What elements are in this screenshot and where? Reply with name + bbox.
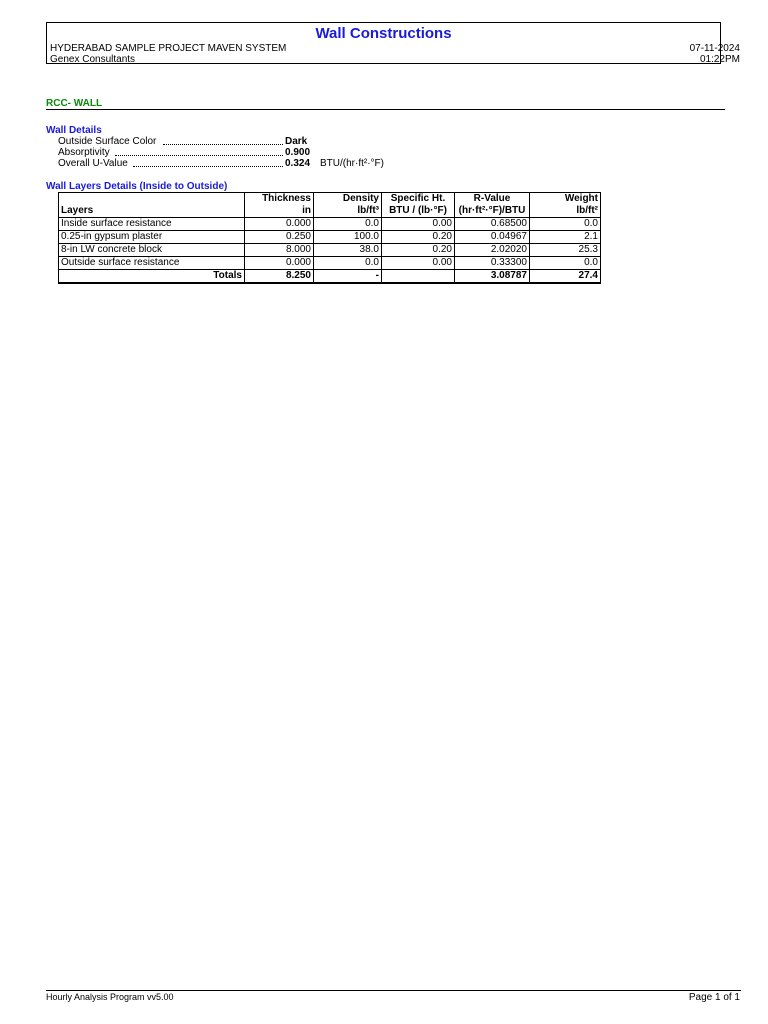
layer-weight: 0.0 bbox=[530, 257, 601, 270]
table-header-units-row bbox=[59, 205, 601, 218]
layer-name: 0.25-in gypsum plaster bbox=[59, 231, 245, 244]
header-weight: Weight bbox=[530, 193, 601, 206]
detail-row-absorptivity bbox=[58, 147, 398, 158]
header-layer-top bbox=[59, 193, 245, 206]
detail-row-surface-color bbox=[58, 136, 398, 147]
totals-specific-heat bbox=[382, 270, 455, 284]
footer-page-number: Page 1 of 1 bbox=[688, 992, 740, 1003]
leader-dots bbox=[115, 155, 283, 156]
header-specific-heat-unit: BTU / (lb·°F) bbox=[382, 205, 455, 218]
header-layers: Layers bbox=[59, 205, 245, 218]
layer-r-value: 0.33300 bbox=[455, 257, 530, 270]
table-header-row bbox=[59, 193, 601, 206]
totals-label: Totals bbox=[59, 270, 245, 284]
layer-specific-heat: 0.00 bbox=[382, 218, 455, 231]
wall-layers-table bbox=[58, 192, 601, 284]
wall-details-title: Wall Details bbox=[46, 125, 102, 136]
layer-name: Outside surface resistance bbox=[59, 257, 245, 270]
totals-density: - bbox=[314, 270, 382, 284]
layer-thickness: 0.000 bbox=[245, 257, 314, 270]
layer-thickness: 8.000 bbox=[245, 244, 314, 257]
footer-program-name: Hourly Analysis Program vv5.00 bbox=[46, 992, 174, 1002]
header-r-value-unit: (hr·ft²·°F)/BTU bbox=[455, 205, 530, 218]
layer-thickness: 0.000 bbox=[245, 218, 314, 231]
header-density-unit: lb/ft³ bbox=[314, 205, 382, 218]
table-row bbox=[59, 218, 601, 231]
totals-thickness: 8.250 bbox=[245, 270, 314, 284]
layer-density: 38.0 bbox=[314, 244, 382, 257]
layer-r-value: 0.04967 bbox=[455, 231, 530, 244]
table-row bbox=[59, 244, 601, 257]
table-row bbox=[59, 231, 601, 244]
detail-label: Overall U-Value bbox=[58, 158, 128, 169]
report-title: Wall Constructions bbox=[315, 25, 452, 42]
wall-section-title: RCC- WALL bbox=[46, 98, 103, 109]
report-date: 07-11-2024 bbox=[689, 43, 740, 54]
header-thickness: Thickness bbox=[245, 193, 314, 206]
detail-label: Outside Surface Color bbox=[58, 136, 157, 147]
report-header bbox=[46, 22, 740, 65]
header-thickness-unit: in bbox=[245, 205, 314, 218]
leader-dots bbox=[163, 144, 283, 145]
detail-value: 0.900 bbox=[285, 147, 311, 158]
footer-divider bbox=[46, 990, 741, 991]
header-weight-unit: lb/ft² bbox=[530, 205, 601, 218]
leader-dots bbox=[133, 166, 283, 167]
layer-weight: 2.1 bbox=[530, 231, 601, 244]
layer-density: 0.0 bbox=[314, 257, 382, 270]
detail-label: Absorptivity bbox=[58, 147, 110, 158]
detail-value: 0.324 bbox=[285, 158, 311, 169]
totals-weight: 27.4 bbox=[530, 270, 601, 284]
layer-specific-heat: 0.20 bbox=[382, 231, 455, 244]
totals-r-value: 3.08787 bbox=[455, 270, 530, 284]
detail-value: Dark bbox=[285, 136, 308, 147]
layer-density: 100.0 bbox=[314, 231, 382, 244]
report-time: 01:22PM bbox=[699, 54, 740, 65]
layer-specific-heat: 0.00 bbox=[382, 257, 455, 270]
totals-row bbox=[59, 270, 601, 284]
detail-row-u-value bbox=[58, 158, 398, 169]
header-r-value: R-Value bbox=[455, 193, 530, 206]
layer-r-value: 2.02020 bbox=[455, 244, 530, 257]
layer-density: 0.0 bbox=[314, 218, 382, 231]
consultant-name: Genex Consultants bbox=[50, 54, 136, 65]
header-density: Density bbox=[314, 193, 382, 206]
detail-unit: BTU/(hr·ft²·°F) bbox=[320, 158, 384, 169]
table-row bbox=[59, 257, 601, 270]
section-divider bbox=[46, 109, 725, 110]
layer-weight: 25.3 bbox=[530, 244, 601, 257]
layer-specific-heat: 0.20 bbox=[382, 244, 455, 257]
project-name: HYDERABAD SAMPLE PROJECT MAVEN SYSTEM bbox=[50, 43, 287, 54]
layer-r-value: 0.68500 bbox=[455, 218, 530, 231]
layer-thickness: 0.250 bbox=[245, 231, 314, 244]
layer-name: Inside surface resistance bbox=[59, 218, 245, 231]
layer-weight: 0.0 bbox=[530, 218, 601, 231]
header-specific-heat: Specific Ht. bbox=[382, 193, 455, 206]
layers-title: Wall Layers Details (Inside to Outside) bbox=[46, 181, 228, 192]
layer-name: 8-in LW concrete block bbox=[59, 244, 245, 257]
